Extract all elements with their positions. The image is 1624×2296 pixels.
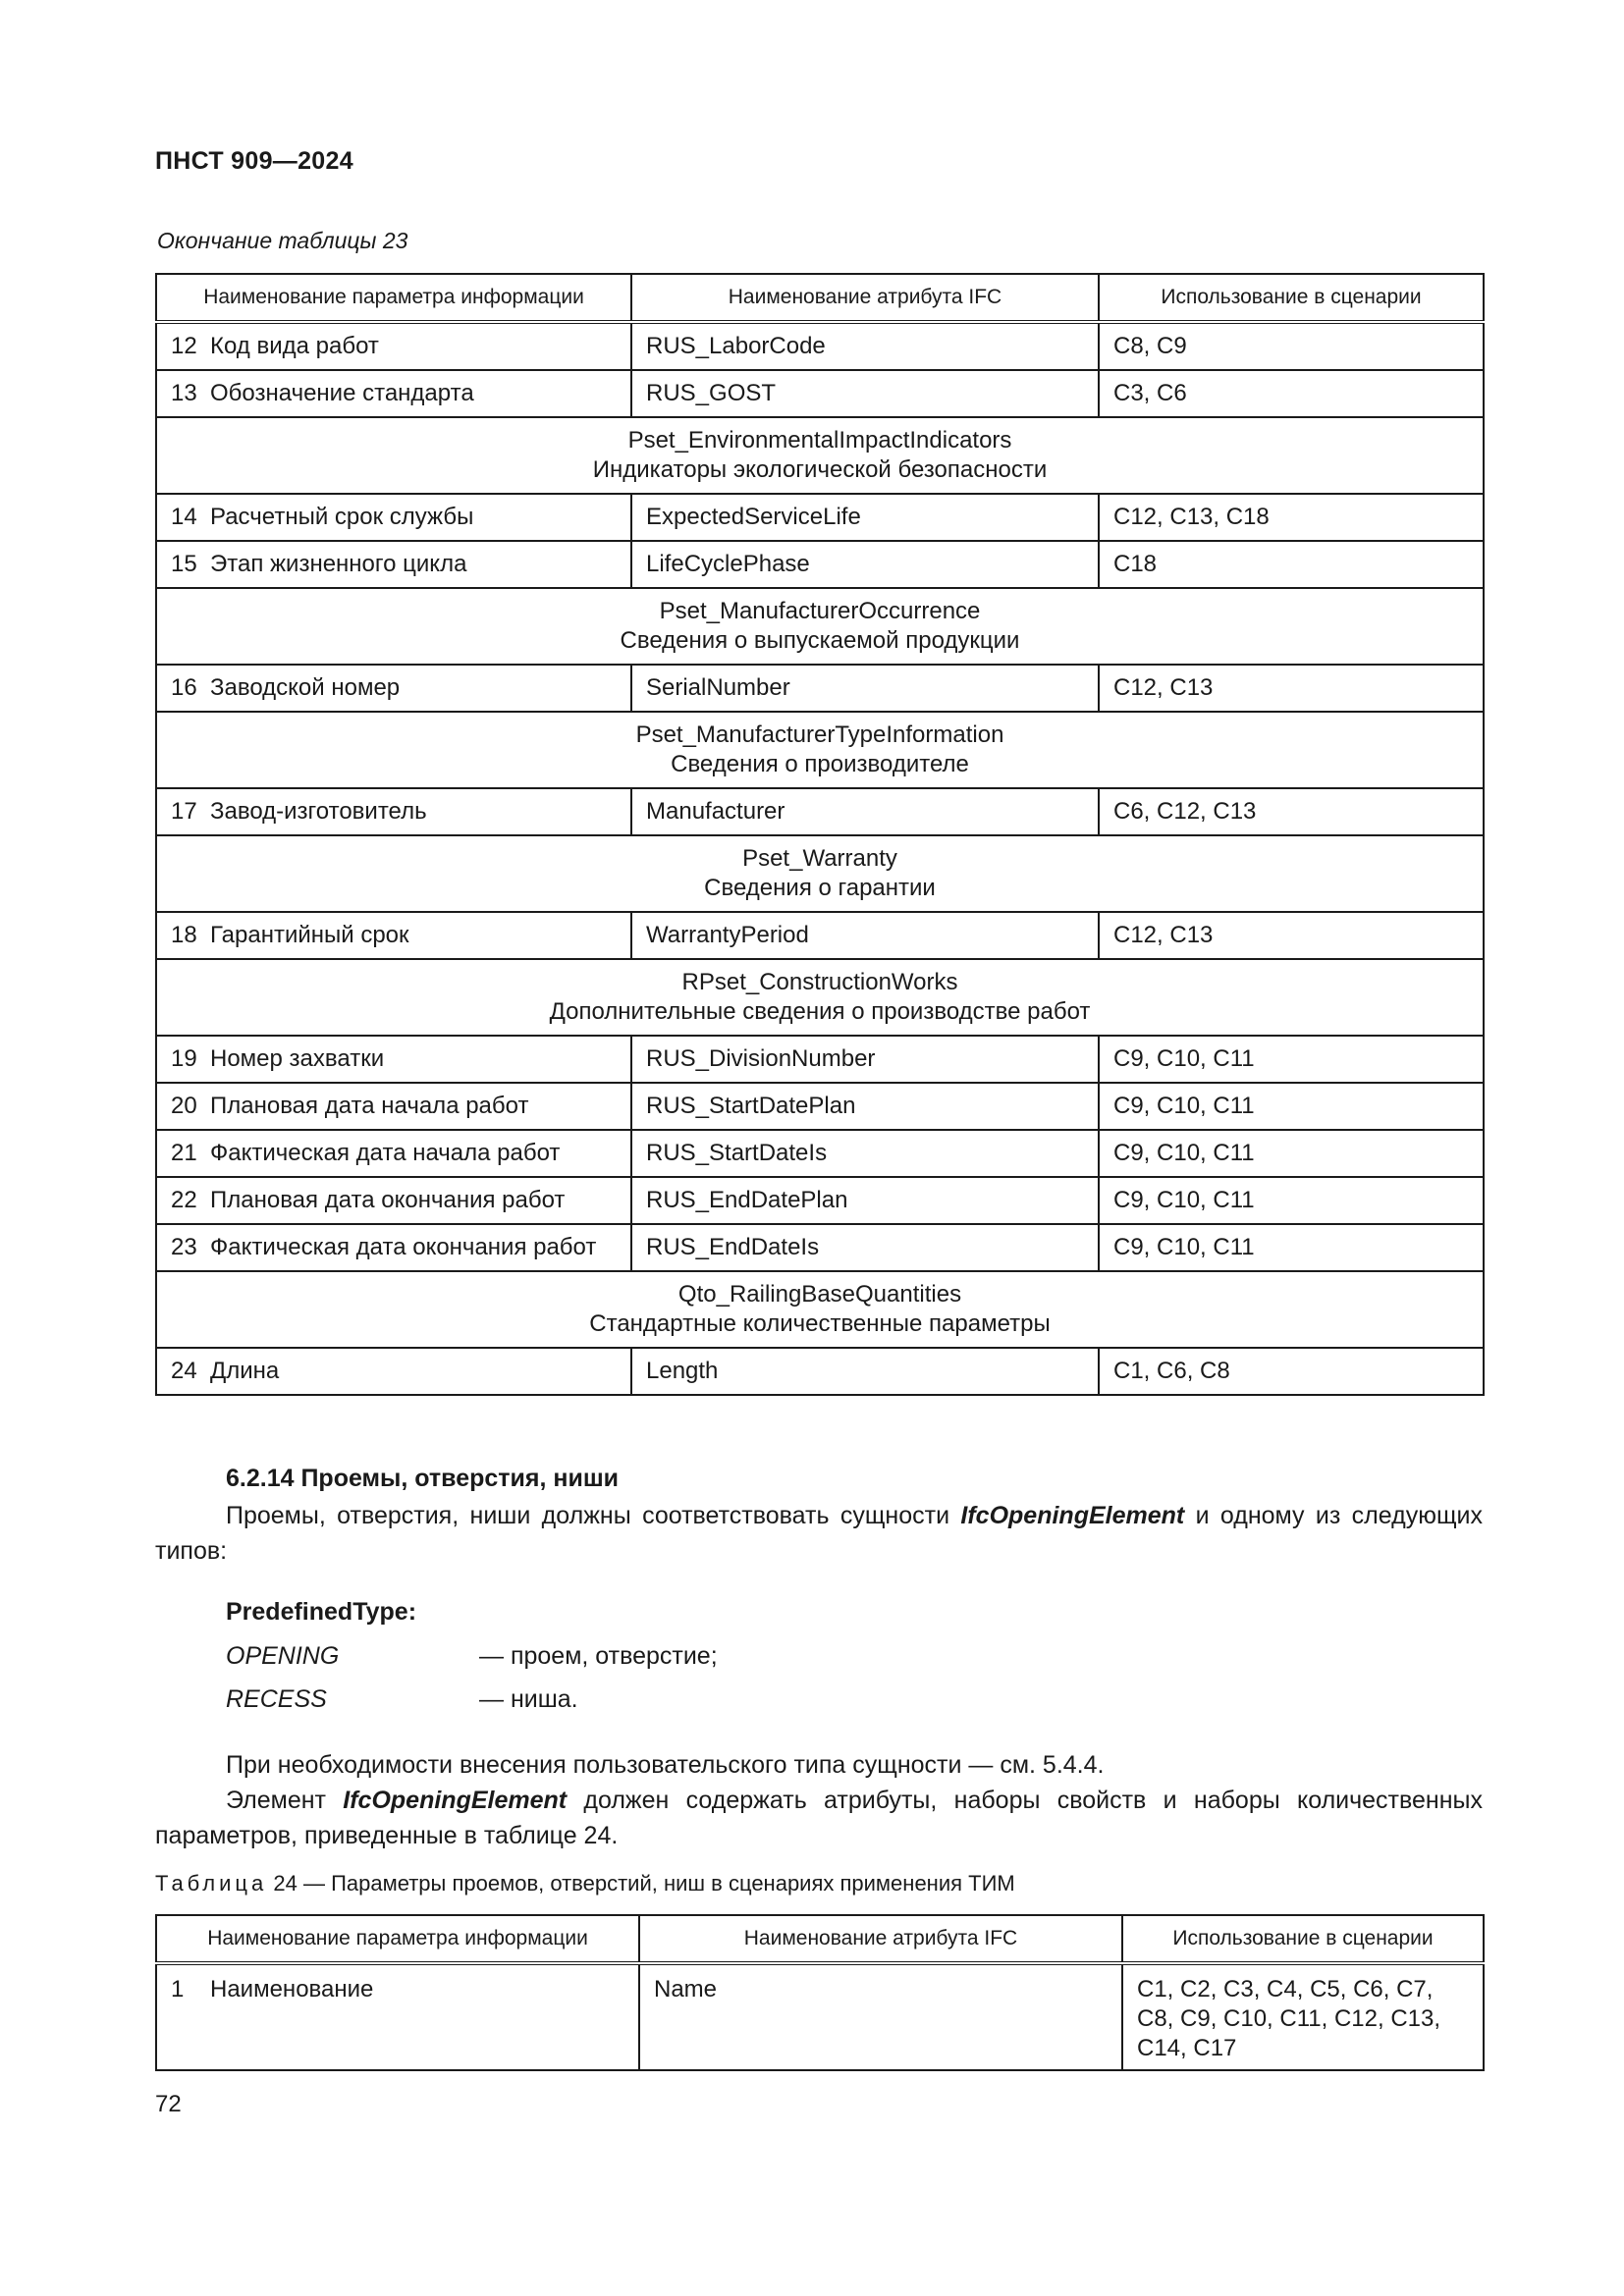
parameter-cell <box>156 370 631 417</box>
property-set-name: RPset_ConstructionWorks <box>681 969 958 995</box>
parameter-name: Наименование <box>210 1976 374 2002</box>
parameter-cell <box>156 541 631 588</box>
row-number: 1 <box>171 1976 185 2002</box>
document-code: ПНСТ 909—2024 <box>155 147 353 175</box>
table-group-row <box>156 1271 1484 1348</box>
parameter-name: Фактическая дата начала работ <box>210 1140 561 1166</box>
property-set-name: Pset_ManufacturerTypeInformation <box>635 721 1004 748</box>
row-number: 12 <box>171 333 197 359</box>
section-heading: 6.2.14 Проемы, отверстия, ниши <box>226 1465 620 1492</box>
property-set-description: Стандартные количественные параметры <box>589 1310 1051 1337</box>
entity-name: IfcOpeningElement <box>343 1787 568 1814</box>
column-header-ifc-attribute: Наименование атрибута IFC <box>631 274 1099 322</box>
scenario-cell: C9, C10, C11 <box>1099 1224 1484 1271</box>
row-number: 13 <box>171 380 197 406</box>
ifc-attribute-cell: Length <box>631 1348 1099 1395</box>
property-set-description: Сведения о выпускаемой продукции <box>620 627 1020 654</box>
property-set-description: Сведения о производителе <box>671 751 969 777</box>
parameter-cell <box>156 1036 631 1083</box>
property-set-name: Qto_RailingBaseQuantities <box>677 1281 962 1308</box>
scenario-cell: C9, C10, C11 <box>1099 1083 1484 1130</box>
enum-item <box>226 1642 718 1671</box>
paragraph-attributes: Элемент IfcOpeningElement должен содержать атрибуты, наборы свойств и наборы количественных параметров, приведенные в таблице 24. <box>155 1787 1483 1849</box>
table-row <box>156 541 1484 588</box>
parameter-cell <box>156 665 631 712</box>
enum-description: — ниша. <box>479 1685 578 1713</box>
property-set-cell <box>156 417 1484 494</box>
table-row <box>156 788 1484 835</box>
ifc-attribute-cell: RUS_EndDatePlan <box>631 1177 1099 1224</box>
enum-key: RECESS <box>226 1685 327 1713</box>
parameter-cell <box>156 1224 631 1271</box>
parameter-cell <box>156 322 631 370</box>
page-number: 72 <box>155 2091 182 2117</box>
property-set-cell <box>156 712 1484 788</box>
table-row <box>156 494 1484 541</box>
row-number: 23 <box>171 1234 197 1260</box>
enum-key: OPENING <box>226 1642 340 1670</box>
scenario-cell: C12, C13 <box>1099 665 1484 712</box>
table-24-caption: Таблица 24 — Параметры проемов, отверстий, ниш в сценариях применения ТИМ <box>155 1871 1015 1896</box>
row-number: 19 <box>171 1045 197 1072</box>
scenario-cell: C1, C2, C3, C4, C5, C6, C7, C8, C9, C10, C11, C12, C13, C14, C17 <box>1122 1963 1484 2070</box>
property-set-cell <box>156 588 1484 665</box>
row-number: 18 <box>171 922 197 948</box>
parameter-name: Заводской номер <box>210 674 401 701</box>
ifc-attribute-cell: SerialNumber <box>631 665 1099 712</box>
ifc-attribute-cell: Manufacturer <box>631 788 1099 835</box>
table-row <box>156 665 1484 712</box>
parameter-cell <box>156 494 631 541</box>
row-number: 15 <box>171 551 197 577</box>
scenario-cell: C12, C13, C18 <box>1099 494 1484 541</box>
scenario-cell: C6, C12, C13 <box>1099 788 1484 835</box>
parameter-name: Этап жизненного цикла <box>210 551 467 577</box>
parameter-cell <box>156 1963 639 2070</box>
row-number: 22 <box>171 1187 197 1213</box>
paragraph-intro: Проемы, отверстия, ниши должны соответствовать сущности IfcOpeningElement и одному из следующих типов: <box>155 1502 1483 1565</box>
ifc-attribute-cell: WarrantyPeriod <box>631 912 1099 959</box>
row-number: 24 <box>171 1358 197 1384</box>
table-group-row <box>156 417 1484 494</box>
table-row <box>156 1963 1484 2070</box>
ifc-attribute-cell: LifeCyclePhase <box>631 541 1099 588</box>
parameter-name: Расчетный срок службы <box>210 504 474 530</box>
scenario-cell: C12, C13 <box>1099 912 1484 959</box>
enum-description: — проем, отверстие; <box>479 1642 718 1670</box>
table-row <box>156 1348 1484 1395</box>
table-23 <box>155 273 1485 1396</box>
parameter-name: Завод-изготовитель <box>210 798 427 825</box>
parameter-cell <box>156 1177 631 1224</box>
parameter-name: Длина <box>210 1358 280 1384</box>
property-set-name: Pset_EnvironmentalImpactIndicators <box>627 427 1012 454</box>
table-row <box>156 1224 1484 1271</box>
row-number: 17 <box>171 798 197 825</box>
enum-item <box>226 1685 578 1714</box>
ifc-attribute-cell: Name <box>639 1963 1122 2070</box>
scenario-cell: C18 <box>1099 541 1484 588</box>
table-row <box>156 1177 1484 1224</box>
table-row <box>156 1083 1484 1130</box>
parameter-cell <box>156 1083 631 1130</box>
scenario-cell: C9, C10, C11 <box>1099 1036 1484 1083</box>
table-row <box>156 370 1484 417</box>
ifc-attribute-cell: ExpectedServiceLife <box>631 494 1099 541</box>
property-set-name: Pset_Warranty <box>742 845 897 872</box>
scenario-cell: C3, C6 <box>1099 370 1484 417</box>
ifc-attribute-cell: RUS_StartDatePlan <box>631 1083 1099 1130</box>
parameter-cell <box>156 912 631 959</box>
property-set-cell <box>156 1271 1484 1348</box>
property-set-cell <box>156 835 1484 912</box>
ifc-attribute-cell: RUS_LaborCode <box>631 322 1099 370</box>
table-continuation-title: Окончание таблицы 23 <box>157 228 408 253</box>
parameter-name: Номер захватки <box>210 1045 385 1072</box>
entity-name: IfcOpeningElement <box>960 1502 1185 1529</box>
scenario-cell: C9, C10, C11 <box>1099 1130 1484 1177</box>
ifc-attribute-cell: RUS_GOST <box>631 370 1099 417</box>
scenario-cell: C8, C9 <box>1099 322 1484 370</box>
property-set-description: Сведения о гарантии <box>704 875 936 901</box>
scenario-cell: C9, C10, C11 <box>1099 1177 1484 1224</box>
scenario-cell: C1, C6, C8 <box>1099 1348 1484 1395</box>
property-set-description: Индикаторы экологической безопасности <box>592 456 1048 483</box>
parameter-name: Гарантийный срок <box>210 922 409 948</box>
table-row <box>156 322 1484 370</box>
table-row <box>156 1036 1484 1083</box>
ifc-attribute-cell: RUS_DivisionNumber <box>631 1036 1099 1083</box>
table-row <box>156 912 1484 959</box>
row-number: 14 <box>171 504 197 530</box>
paragraph-custom-type: При необходимости внесения пользовательского типа сущности — см. 5.4.4. <box>226 1751 1105 1779</box>
column-header-parameter: Наименование параметра информации <box>156 274 631 322</box>
parameter-name: Обозначение стандарта <box>210 380 474 406</box>
table-group-row <box>156 588 1484 665</box>
table-row <box>156 1130 1484 1177</box>
property-set-name: Pset_ManufacturerOccurrence <box>659 598 981 624</box>
table-group-row <box>156 959 1484 1036</box>
parameter-name: Код вида работ <box>210 333 379 359</box>
parameter-name: Фактическая дата окончания работ <box>210 1234 597 1260</box>
parameter-name: Плановая дата начала работ <box>210 1093 529 1119</box>
parameter-name: Плановая дата окончания работ <box>210 1187 566 1213</box>
table-24 <box>155 1914 1485 2071</box>
table-group-row <box>156 712 1484 788</box>
property-set-cell <box>156 959 1484 1036</box>
column-header-scenario: Использование в сценарии <box>1122 1915 1484 1963</box>
table-group-row <box>156 835 1484 912</box>
parameter-cell <box>156 1130 631 1177</box>
parameter-cell <box>156 1348 631 1395</box>
row-number: 21 <box>171 1140 197 1166</box>
property-set-description: Дополнительные сведения о производстве работ <box>549 998 1091 1025</box>
parameter-cell <box>156 788 631 835</box>
row-number: 20 <box>171 1093 197 1119</box>
column-header-parameter: Наименование параметра информации <box>156 1915 639 1963</box>
ifc-attribute-cell: RUS_EndDateIs <box>631 1224 1099 1271</box>
column-header-scenario: Использование в сценарии <box>1099 274 1484 322</box>
row-number: 16 <box>171 674 197 701</box>
ifc-attribute-cell: RUS_StartDateIs <box>631 1130 1099 1177</box>
column-header-ifc-attribute: Наименование атрибута IFC <box>639 1915 1122 1963</box>
predefined-type-label: PredefinedType: <box>226 1598 417 1626</box>
